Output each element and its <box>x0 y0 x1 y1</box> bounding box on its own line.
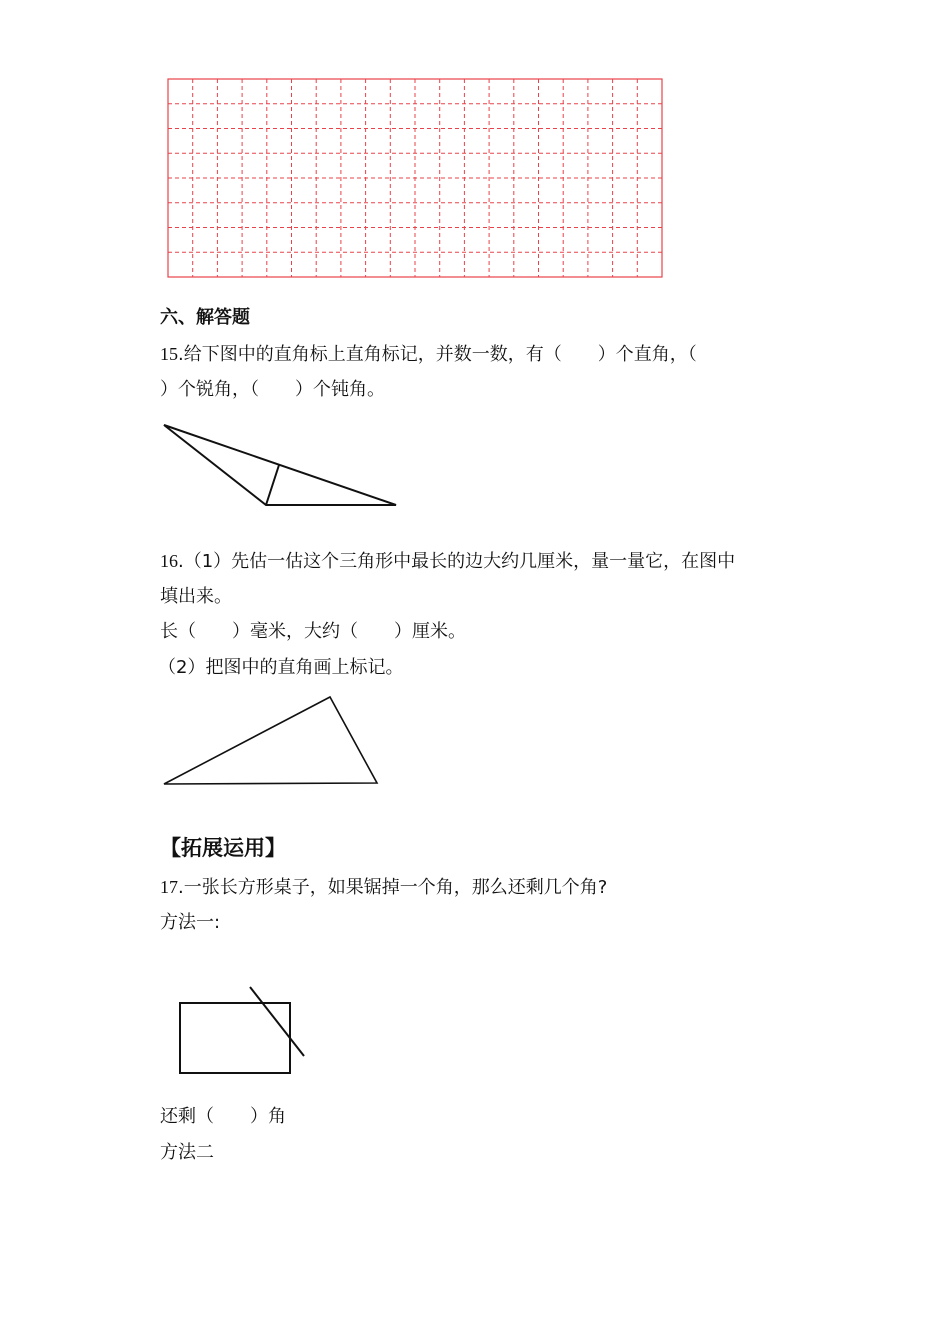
q16-number: 16 <box>160 551 178 571</box>
q16-text1: .（1）先估一估这个三角形中最长的边大约几厘米，量一量它，在图中 <box>178 551 736 572</box>
q17-text1: .一张长方形桌子，如果锯掉一个角，那么还剩几个角? <box>178 877 608 898</box>
q17-method2: 方法二 <box>160 1142 214 1163</box>
q16-line3: 长（ ）毫米，大约（ ）厘米。 <box>160 621 466 642</box>
q17-rectangle <box>180 1003 290 1073</box>
q15-text1: .给下图中的直角标上直角标记，并数一数，有（ ）个直角，（ <box>178 344 697 365</box>
q16-line2: 填出来。 <box>160 586 232 607</box>
q17-number: 17 <box>160 877 178 897</box>
q15-line2: ）个锐角，（ ）个钝角。 <box>160 379 385 400</box>
extension-title: 【拓展运用】 <box>160 836 286 860</box>
q15-number: 15 <box>160 344 178 364</box>
section-six-title: 六、解答题 <box>160 307 250 328</box>
q17-cut-line <box>250 987 304 1056</box>
q17-method1: 方法一: <box>160 912 221 933</box>
q17-remaining: 还剩（ ）角 <box>160 1106 286 1127</box>
q16-line4: （2）把图中的直角画上标记。 <box>158 657 404 678</box>
